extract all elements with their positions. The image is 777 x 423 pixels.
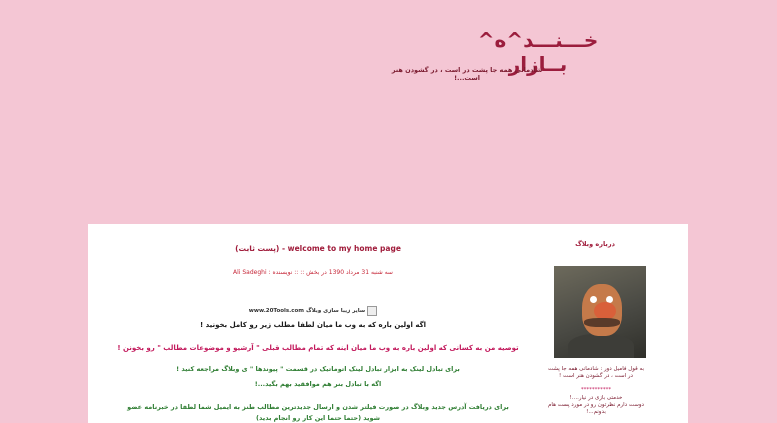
post-line: برای دریافت آدرس جدید وبلاگ در صورت فیلتر شدن و ارسال جدیدترین مطالب طنز به ایمیل شما لطفا در خبرنامه عضو bbox=[127, 403, 509, 411]
broken-image-icon bbox=[367, 306, 377, 316]
image-alt-text: www.20Tools.com سایر زیبا سازی وبلاگ bbox=[248, 308, 366, 314]
post-image[interactable] bbox=[238, 306, 388, 316]
post-line: اگه با تبادل بنر هم موافقید بهم بگید...! bbox=[254, 380, 382, 388]
sidebar-divider-text: *********** bbox=[580, 387, 612, 393]
sidebar-about-text: به قول فامیل دور : شادمانی همه جا پشت در است ، در گشودن هنر است ! bbox=[547, 366, 645, 379]
puppet-mustache bbox=[584, 318, 620, 327]
content-area bbox=[88, 224, 688, 423]
puppet-eye bbox=[590, 296, 597, 303]
sidebar-about-text: خدمتی بازی در نیار....! bbox=[569, 395, 623, 401]
post-column bbox=[88, 224, 526, 423]
blog-subtitle: شادمانی همه جا پشت در است ، در گشودن هنر است...! bbox=[391, 66, 543, 82]
post-line: توصیه من به کسانی که اولین باره به وب ما میان اینه که تمام مطالب قبلی " آرشیو و موضوعات مطالب " رو بخونن ! bbox=[117, 344, 519, 352]
author-photo bbox=[554, 266, 646, 358]
sidebar-about-text: دوست دارم نظرتون رو در مورد پست هام بدونم...! bbox=[547, 402, 644, 415]
post-line: برای تبادل لینک به ابزار تبادل لینک اتوماتیک در قسمت " پیوندها " ی وبلاگ مراجعه کنید ! bbox=[176, 365, 460, 373]
post-line: شوید (حتما حتما این کار رو انجام بدید) bbox=[256, 414, 380, 422]
sidebar-heading: درباره وبلاگ bbox=[575, 240, 615, 248]
post-meta: سه شنبه 31 مرداد 1390 در بخش :: :: نویسنده : Ali Sadeghi bbox=[233, 269, 393, 276]
post-title[interactable]: (پست ثابت) - welcome to my home page bbox=[235, 244, 401, 253]
sidebar bbox=[540, 224, 650, 423]
blog-title[interactable]: خـــنـــد^ه^ بــازار bbox=[477, 28, 599, 76]
puppet-body bbox=[568, 334, 634, 358]
post-line: اگه اولین باره که به وب ما میان لطفا مطلب زیر رو کامل بخونید ! bbox=[199, 321, 427, 329]
